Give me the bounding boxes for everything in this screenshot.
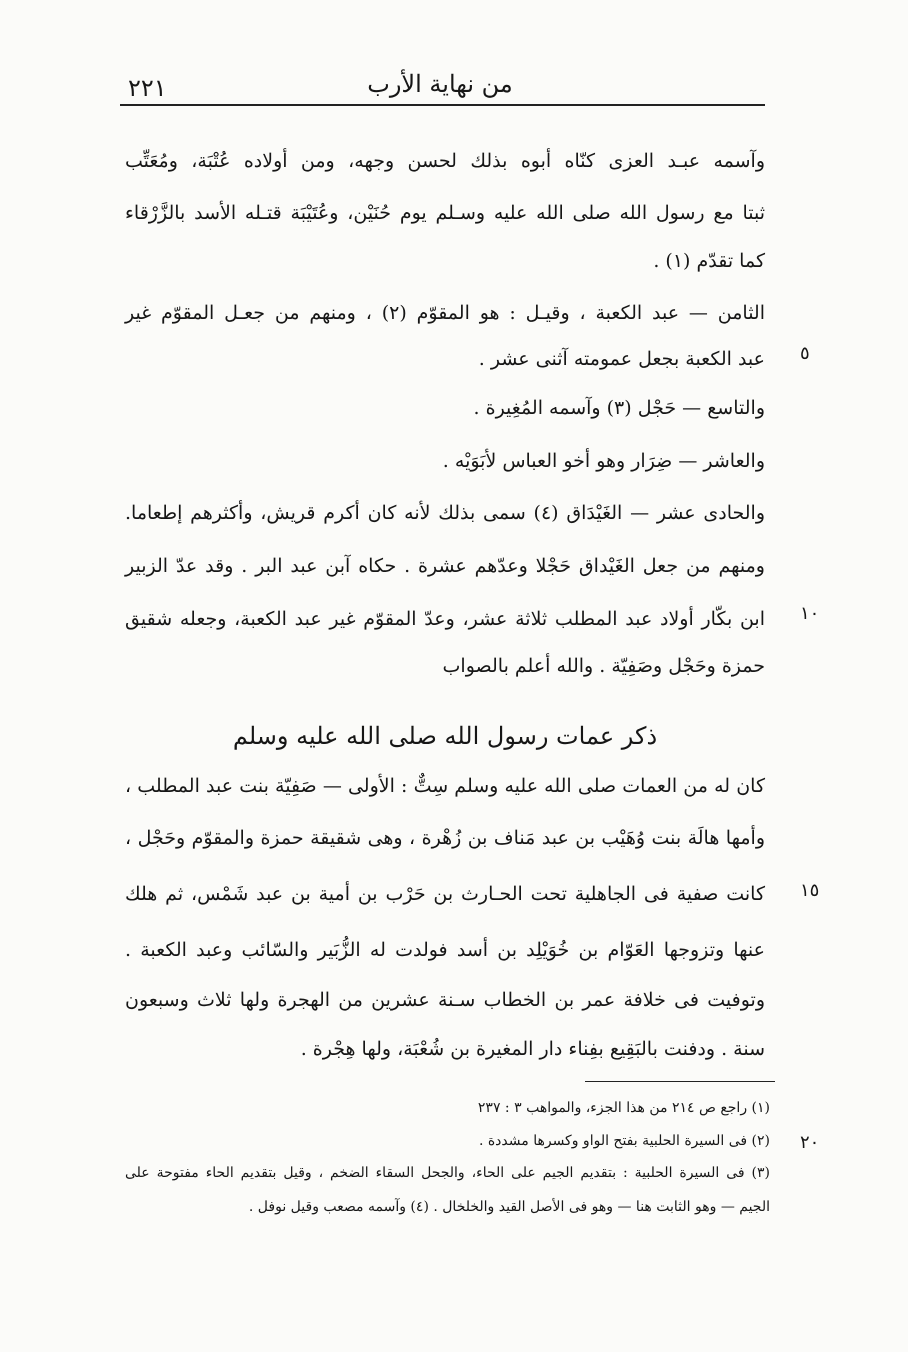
- body-line: ومنهم من جعل الغَيْداق حَجْلا وعدّهم عشرة . حكاه آبن عبد البر . وقد عدّ الزبير: [125, 555, 765, 577]
- line-number-15: ١٥: [800, 880, 820, 901]
- line-number-10: ١٠: [800, 603, 820, 624]
- body-line: والتاسع — حَجْل (٣) وآسمه المُغِيرة .: [473, 397, 765, 419]
- section-title: ذكر عمات رسول الله صلى الله عليه وسلم: [232, 722, 658, 750]
- body-line: كان له من العمات صلى الله عليه وسلم سِتٌّ : الأولى — صَفِيّة بنت عبد المطلب ،: [125, 775, 765, 797]
- body-line: والعاشر — ضِرَار وهو أخو العباس لأبَوَيْه .: [442, 450, 765, 472]
- section-text: [125, 775, 765, 1065]
- body-line: الثامن — عبد الكعبة ، وقيـل : هو المقوّم (٢) ، ومنهم من جعـل المقوّم غير: [125, 302, 765, 324]
- body-line: ثبتا مع رسول الله صلى الله عليه وسـلم يوم حُنَيْن، وعُتَيْبَة قتـله الأسد بالزَّرْقاء: [125, 202, 765, 224]
- body-line: سنة . ودفنت بالبَقِيع بفِناء دار المغيرة بن شُعْبَة، ولها هِجْرة .: [300, 1038, 765, 1060]
- footnote-line: (٣) فى السيرة الحلبية : بتقديم الجيم على الحاء، والجحل السقاء الضخم ، وقيل بتقديم الحاء مفتوحة على: [125, 1165, 770, 1181]
- line-number-5: ٥: [800, 343, 810, 364]
- page-number: ٢٢١: [128, 74, 167, 102]
- body-line: والحادى عشر — الغَيْدَاق (٤) سمى بذلك لأنه كان أكرم قريش، وأكثرهم إطعاما.: [125, 502, 765, 524]
- body-line: ابن بكّار أولاد عبد المطلب ثلاثة عشر، وعدّ المقوّم غير عبد الكعبة، وجعله شقيق: [125, 608, 765, 630]
- body-line: كما تقدّم (١) .: [653, 250, 765, 272]
- body-line: وتوفيت فى خلافة عمر بن الخطاب سـنة عشرين من الهجرة ولها ثلاث وسبعون: [125, 989, 765, 1011]
- footnote-line: (١) راجع ص ٢١٤ من هذا الجزء، والمواهب ٣ : ٢٣٧: [477, 1100, 770, 1116]
- body-line: عنها وتزوجها العَوّام بن خُوَيْلِد بن أسد فولدت له الزُّبَير والسّائب وعبد الكعبة .: [125, 939, 765, 961]
- body-line: وآسمه عبـد العزى كنّاه أبوه بذلك لحسن وجهه، ومن أولاده عُتْبَة، ومُعَتِّب: [125, 150, 765, 172]
- line-number-20: ٢٠: [800, 1132, 820, 1153]
- body-line: حمزة وحَجْل وصَفِيّة . والله أعلم بالصواب: [442, 655, 765, 677]
- running-head: من نهاية الأرب: [367, 70, 513, 98]
- body-text: [125, 150, 765, 690]
- body-line: وأمها هالَة بنت وُهَيْب بن عبد مَناف بن زُهْرة ، وهى شقيقة حمزة والمقوّم وحَجْل ،: [125, 827, 765, 849]
- body-line: عبد الكعبة بجعل عمومته آثنى عشر .: [478, 348, 765, 370]
- body-line: كانت صفية فى الجاهلية تحت الحـارث بن حَرْب بن أمية بن عبد شَمْس، ثم هلك: [125, 883, 765, 905]
- footnote-rule: [585, 1081, 775, 1082]
- footnote-line: الجيم — وهو الثابت هنا — وهو فى الأصل القيد والخلخال . (٤) وآسمه مصعب وقيل نوفل .: [248, 1199, 770, 1215]
- footnote-line: (٢) فى السيرة الحلبية بفتح الواو وكسرها مشددة .: [478, 1133, 770, 1149]
- header-rule: [120, 104, 765, 106]
